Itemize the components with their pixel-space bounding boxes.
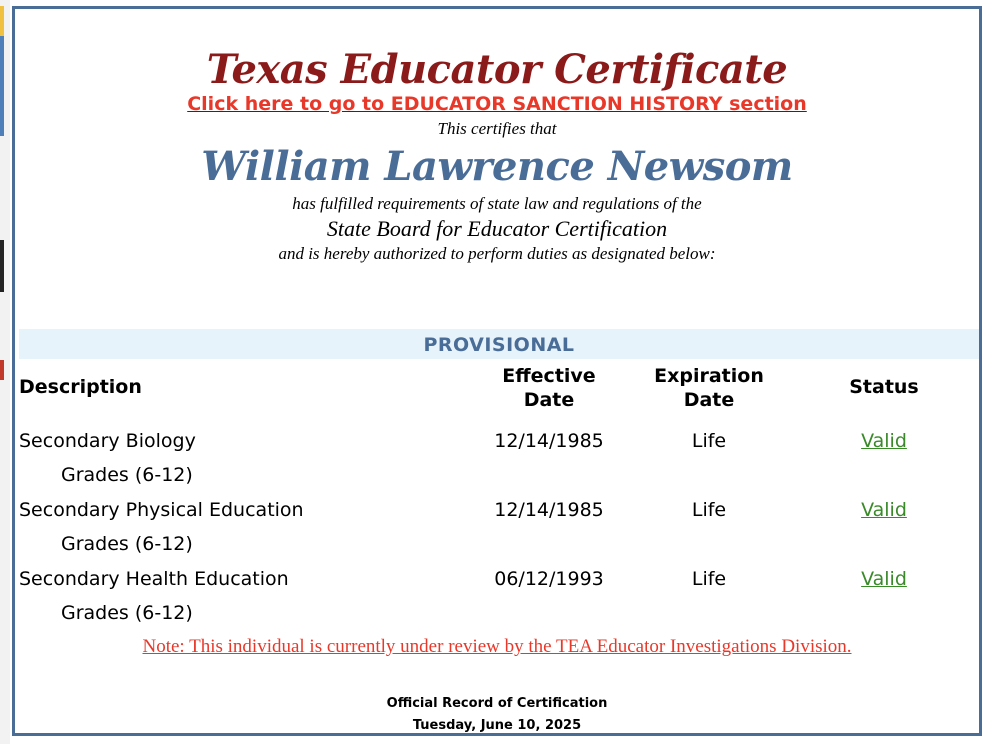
row-grades: Grades (6-12) — [61, 602, 193, 624]
educator-name: William Lawrence Newsom — [201, 143, 793, 190]
certificate-frame — [12, 6, 982, 736]
row-expiration-date: Life — [691, 568, 727, 590]
row-effective-date: 06/12/1993 — [494, 568, 604, 590]
header-status: Status — [849, 376, 919, 398]
header-effective-date — [474, 364, 624, 412]
official-record-label: Official Record of Certification — [386, 696, 608, 711]
table-row — [19, 490, 979, 559]
table-header — [19, 361, 979, 421]
row-status-link[interactable]: Valid — [861, 499, 907, 521]
background-fragment — [0, 240, 4, 292]
row-status-link[interactable]: Valid — [861, 430, 907, 452]
certification-table — [19, 361, 979, 628]
certificate-title: Texas Educator Certificate — [206, 46, 788, 93]
table-row — [19, 421, 979, 490]
row-description: Secondary Physical Education — [19, 499, 304, 521]
investigation-note-link[interactable]: Note: This individual is currently under review by the TEA Educator Investigations Division. — [142, 636, 852, 657]
row-effective-date: 12/14/1985 — [494, 430, 604, 452]
row-grades: Grades (6-12) — [61, 464, 193, 486]
row-description: Secondary Health Education — [19, 568, 289, 590]
certifies-text: This certifies that — [437, 119, 557, 138]
row-status-link[interactable]: Valid — [861, 568, 907, 590]
authorized-text: and is hereby authorized to perform duties as designated below: — [278, 244, 716, 263]
row-effective-date: 12/14/1985 — [494, 499, 604, 521]
table-row — [19, 559, 979, 628]
fulfilled-text: has fulfilled requirements of state law and regulations of the — [292, 194, 702, 213]
row-expiration-date: Life — [691, 430, 727, 452]
sanction-history-link[interactable]: Click here to go to EDUCATOR SANCTION HISTORY section — [187, 93, 807, 115]
background-fragment — [0, 360, 4, 380]
board-name: State Board for Educator Certification — [326, 216, 668, 241]
record-date: Tuesday, June 10, 2025 — [412, 718, 582, 733]
header-expiration-date — [634, 364, 784, 412]
header-expiration-line1: Expiration — [654, 365, 764, 387]
certificate-type-band: PROVISIONAL — [19, 329, 979, 359]
row-expiration-date: Life — [691, 499, 727, 521]
header-expiration-line2: Date — [683, 389, 735, 411]
header-effective-line2: Date — [523, 389, 575, 411]
background-fragment — [0, 36, 4, 136]
footer — [15, 693, 979, 737]
row-grades: Grades (6-12) — [61, 533, 193, 555]
header-effective-line1: Effective — [502, 365, 596, 387]
background-fragment — [0, 6, 4, 36]
certificate-header — [15, 47, 979, 265]
header-description: Description — [19, 376, 142, 398]
row-description: Secondary Biology — [19, 430, 196, 452]
